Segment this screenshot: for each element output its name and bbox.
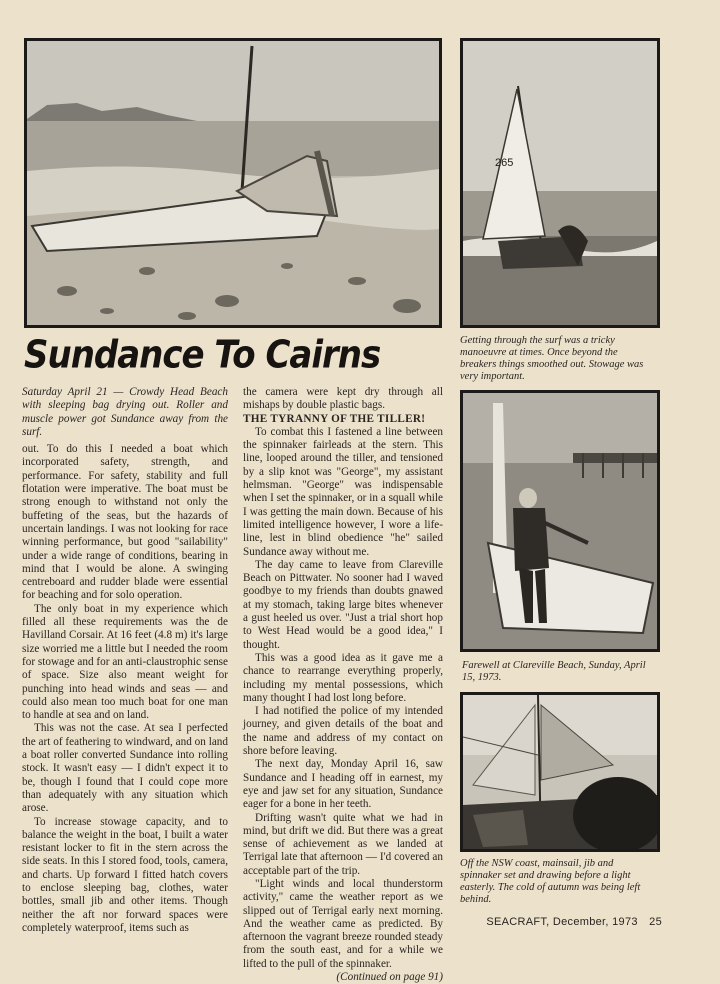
column-2-paragraph: I had notified the police of my intended journey, and given details of the boat and the name and address of my contact on shore before leaving. [243,705,443,758]
photo-beach [24,38,442,328]
photo-farewell [460,390,660,652]
column-1-paragraph: The only boat in my experience which filled all these requirements was the de Havilland Corsair. At 16 feet (4.8 m) it's large size worried me a little but I needed the room for stowage and for an anti-claustrophic sense of space. Size also meant weight for punching into head winds and seas — and could also mean too much boat for one man to handle at sea and on land. [22,602,228,722]
column-2 [243,386,443,984]
column-2-paragraph: Drifting wasn't quite what we had in mind, but drift we did. But there was a great sense of achievement as we landed at Terrigal late that afternoon — I'd covered an acceptable part of the trip. [243,811,443,877]
magazine-issue: SEACRAFT, December, 1973 [486,916,638,928]
sail-number: 265 [495,157,514,169]
photo-surf [460,38,660,328]
column-2-paragraph: To combat this I fastened a line between the spinnaker fairleads at the stern. This line, looped around the tiller, and tensioned by a slip knot was "George", my assistant helmsman. "George" was indispensable when I set the spinnaker, or in a squall while I was getting the main down. Because of his limited intelligence however, I wore a life-line, lest in blind obedience "he" sailed Sundance away without me. [243,425,443,558]
column-2-lead: the camera were kept dry through all mishaps by double plastic bags. [243,386,443,412]
column-1 [22,386,228,935]
caption-farewell: Farewell at Clareville Beach, Sunday, April 15, 1973. [462,660,646,683]
caption-nsw: Off the NSW coast, mainsail, jib and spinnaker set and drawing before a light easterly. The cold of autumn was being left behind. [460,858,641,905]
column-1-paragraph: out. To do this I needed a boat which incorporated safety, strength, and performance. For safety, stability and full flotation were imperative. The boat must be strong enough to withstand not only the buffeting of the seas, but the hazards of uncertain landings. I was not looking for race winning performance, but good "sailability" under a wide range of conditions, bearing in mind that I would be alone. A swinging centreboard and rudder blade were essential for beaching and for solo operation. [22,443,228,602]
page-footer [462,916,662,928]
column-2-paragraph: This was a good idea as it gave me a chance to rearrange everything properly, including my mental possessions, which many thought I had lost long before. [243,651,443,704]
photo-nsw-coast [460,692,660,852]
page-number: 25 [649,916,662,928]
article-headline: Sundance To Cairns [24,333,381,378]
column-2-paragraph: The day came to leave from Clareville Beach on Pittwater. No sooner had I waved goodbye to my friends than doubts gnawed at my stomach, taking large bites whenever a gust heeled us over. "Just a trial short hop to West Head would be a good idea," I thought. [243,558,443,651]
column-1-paragraph: To increase stowage capacity, and to balance the weight in the boat, I built a water resistant locker to fit in the stern across the side seats. In this I stored food, tools, camera, and charts. Up forward I fitted hatch covers to enclose sleeping bag, clothes, water bottles, small jib and other items. Though neither the aft nor forward spaces were completely waterproof, items such as [22,815,228,934]
column-2-paragraph: The next day, Monday April 16, saw Sundance and I heading off in earnest, my eye and jaw set for any situation, Sundance eager for a bone in her teeth. [243,758,443,811]
caption-surf: Getting through the surf was a tricky manoeuvre at times. Once beyond the breakers things smoothed out. Stowage was very important. [460,335,644,382]
caption-beach: Saturday April 21 — Crowdy Head Beach with sleeping bag drying out. Roller and muscle power got Sundance away from the surf. [22,386,228,438]
continued-note: (Continued on page 91) [336,971,443,984]
section-subhead: THE TYRANNY OF THE TILLER! [243,412,426,425]
column-2-paragraph: "Light winds and local thunderstorm activity," came the weather report as we slipped out of Terrigal early next morning. And the weather came as predicted. By afternoon the vagrant breeze rounded steady from the south east, and for a while we lifted to the pull of the spinnaker. [243,877,443,970]
column-1-paragraph: This was not the case. At sea I perfected the art of feathering to windward, and on land a boat roller converted Sundance into rolling stock. It wasn't easy — I didn't expect it to be, though I found that I could cope more than adequately with any situation which arose. [22,722,228,815]
